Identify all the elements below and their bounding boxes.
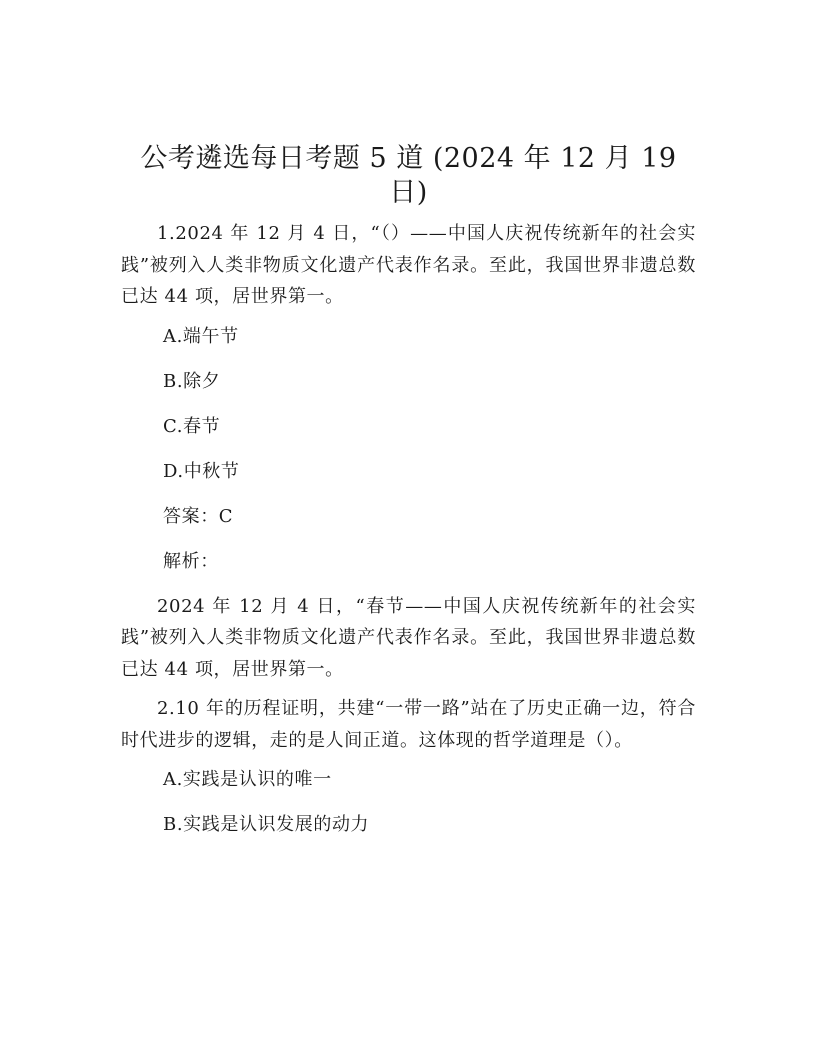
question-1-stem: 1.2024 年 12 月 4 日，“（）——中国人庆祝传统新年的社会实践”被列入人类非物质文化遗产代表作名录。至此，我国世界非遗总数已达 44 项，居世界第一。 [121, 223, 696, 307]
document-title: 公考遴选每日考题 5 道 (2024 年 12 月 19 日) [140, 143, 677, 208]
question-1-option-d: D.中秋节 [163, 460, 240, 482]
question-2-stem: 2.10 年的历程证明，共建“一带一路”站在了历史正确一边，符合时代进步的逻辑，走的是人间正道。这体现的哲学道理是（）。 [121, 698, 696, 751]
question-1-answer: 答案：C [163, 505, 234, 527]
question-2-option-b: B.实践是认识发展的动力 [163, 814, 370, 835]
question-1-option-a: A.端午节 [163, 325, 239, 347]
question-2-option-a: A.实践是认识的唯一 [163, 769, 332, 790]
question-1-analysis: 2024 年 12 月 4 日，“春节——中国人庆祝传统新年的社会实践”被列入人类非物质文化遗产代表作名录。至此，我国世界非遗总数已达 44 项，居世界第一。 [121, 595, 696, 680]
question-1-analysis-label: 解析： [163, 550, 219, 572]
question-1-option-b: B.除夕 [163, 370, 221, 392]
question-1-option-c: C.春节 [163, 415, 221, 437]
document-page [121, 142, 696, 854]
